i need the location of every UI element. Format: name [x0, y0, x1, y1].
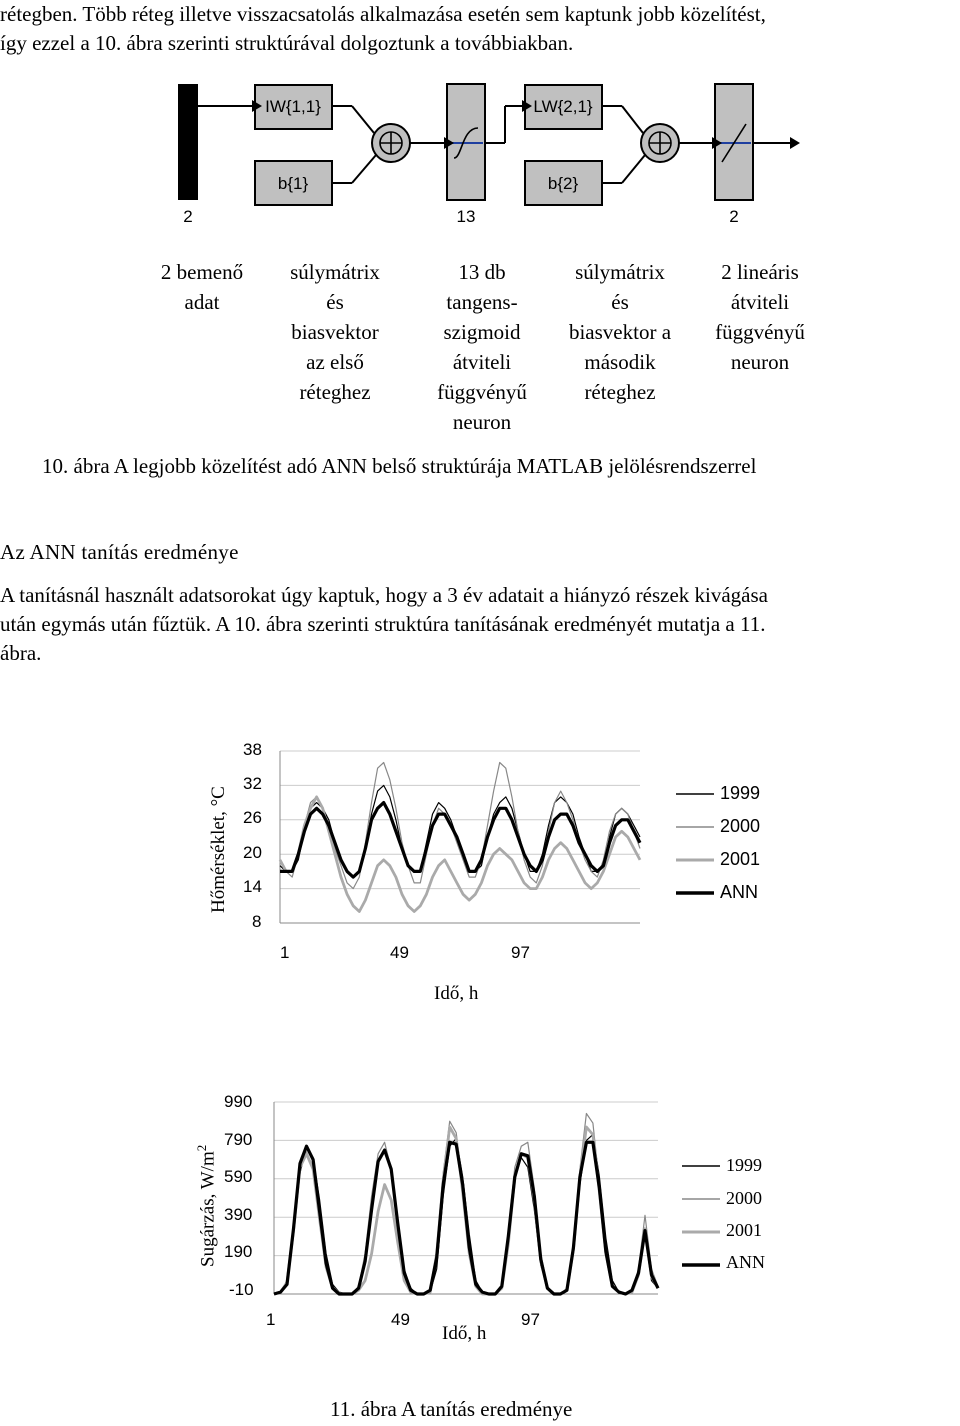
- paragraph-line-2: után egymás után fűztük. A 10. ábra szerinti struktúra tanításának eredményét mutatja a 11.: [0, 612, 766, 636]
- bias-label-2: b{2}: [547, 174, 579, 193]
- chart1-xtick: 49: [390, 943, 409, 962]
- chart2-ytick: 790: [224, 1130, 253, 1149]
- text-line-2: így ezzel a 10. ábra szerinti struktúrával dolgoztunk a továbbiakban.: [0, 31, 574, 55]
- chart2-xtick: 1: [266, 1310, 276, 1329]
- chart1-ytick: 8: [252, 912, 262, 931]
- hidden-size: 13: [456, 207, 476, 226]
- chart1-legend-lines: [672, 780, 720, 900]
- paragraph-line-1: A tanításnál használt adatsorokat úgy kaptuk, hogy a 3 év adatait a hiányzó részek kivágása: [0, 583, 768, 607]
- radiation-chart: [262, 1096, 660, 1300]
- chart1-legend-2001: 2001: [720, 849, 761, 869]
- chart2-ylabel-sup: 2: [194, 1144, 209, 1152]
- series-line-1999: [280, 785, 640, 877]
- chart2-legend-2000: 2000: [726, 1188, 762, 1208]
- weight-label-2: LW{2,1}: [533, 97, 593, 116]
- chart1-ytick: 20: [243, 843, 262, 862]
- chart1-xtick: 97: [511, 943, 530, 962]
- chart1-ytick: 32: [243, 774, 262, 793]
- section-heading: Az ANN tanítás eredménye: [0, 540, 239, 564]
- chart1-xtick: 1: [280, 943, 290, 962]
- chart2-ytick: 990: [224, 1092, 253, 1111]
- chart1-legend-ann: ANN: [720, 882, 759, 902]
- chart2-legend-1999: 1999: [726, 1155, 762, 1175]
- chart2-ytick: 190: [224, 1242, 253, 1261]
- chart2-ytick: 390: [224, 1205, 253, 1224]
- chart1-ytick: 26: [243, 808, 262, 827]
- chart1-ytick: 38: [243, 740, 262, 759]
- chart1-ytick: 14: [243, 877, 262, 896]
- figure-10-caption: 10. ábra A legjobb közelítést adó ANN belső struktúrája MATLAB jelölésrendszerrel: [42, 454, 757, 478]
- label-weights-2: súlymátrix és biasvektor a második réteghez: [568, 260, 672, 404]
- weight-label-1: IW{1,1}: [265, 97, 321, 116]
- series-line-ann: [280, 803, 640, 878]
- chart2-xlabel: Idő, h: [442, 1323, 487, 1344]
- chart2-xtick: 49: [391, 1310, 410, 1329]
- chart2-legend-2001: 2001: [726, 1220, 762, 1240]
- label-hidden: 13 db tangens- szigmoid átviteli függvényű neuron: [437, 260, 527, 434]
- network-diagram: [0, 0, 960, 240]
- input-block: [178, 84, 198, 200]
- chart2-ytick: -10: [229, 1280, 254, 1299]
- chart2-ylabel: Sugárzás, $W/m^2$: [194, 1144, 219, 1267]
- chart1-xlabel: Idő, h: [434, 983, 479, 1004]
- paragraph-line-3: ábra.: [0, 641, 42, 665]
- text-line-1: rétegben. Több réteg illetve visszacsatolás alkalmazása esetén sem kaptunk jobb közelítést,: [0, 2, 766, 26]
- chart2-ytick: 590: [224, 1167, 253, 1186]
- temperature-chart: [270, 745, 650, 930]
- label-weights-1: súlymátrix és biasvektor az első réteghez: [290, 260, 380, 404]
- input-size: 2: [183, 207, 193, 226]
- figure-11-caption: 11. ábra A tanítás eredménye: [330, 1397, 573, 1421]
- chart2-legend-lines: [678, 1152, 726, 1272]
- chart2-legend-ann: ANN: [726, 1252, 765, 1272]
- chart2-xtick: 97: [521, 1310, 540, 1329]
- series-line-2000: [280, 763, 640, 889]
- series-line-ann: [274, 1142, 658, 1294]
- chart1-ylabel: Hőmérséklet, °C: [208, 786, 229, 913]
- chart1-legend-2000: 2000: [720, 816, 761, 836]
- label-input: 2 bemenő adat: [160, 260, 244, 314]
- bias-label-1: b{1}: [277, 174, 309, 193]
- output-size: 2: [729, 207, 739, 226]
- chart1-legend-1999: 1999: [720, 783, 761, 803]
- label-output: 2 lineáris átviteli függvényű neuron: [715, 260, 805, 374]
